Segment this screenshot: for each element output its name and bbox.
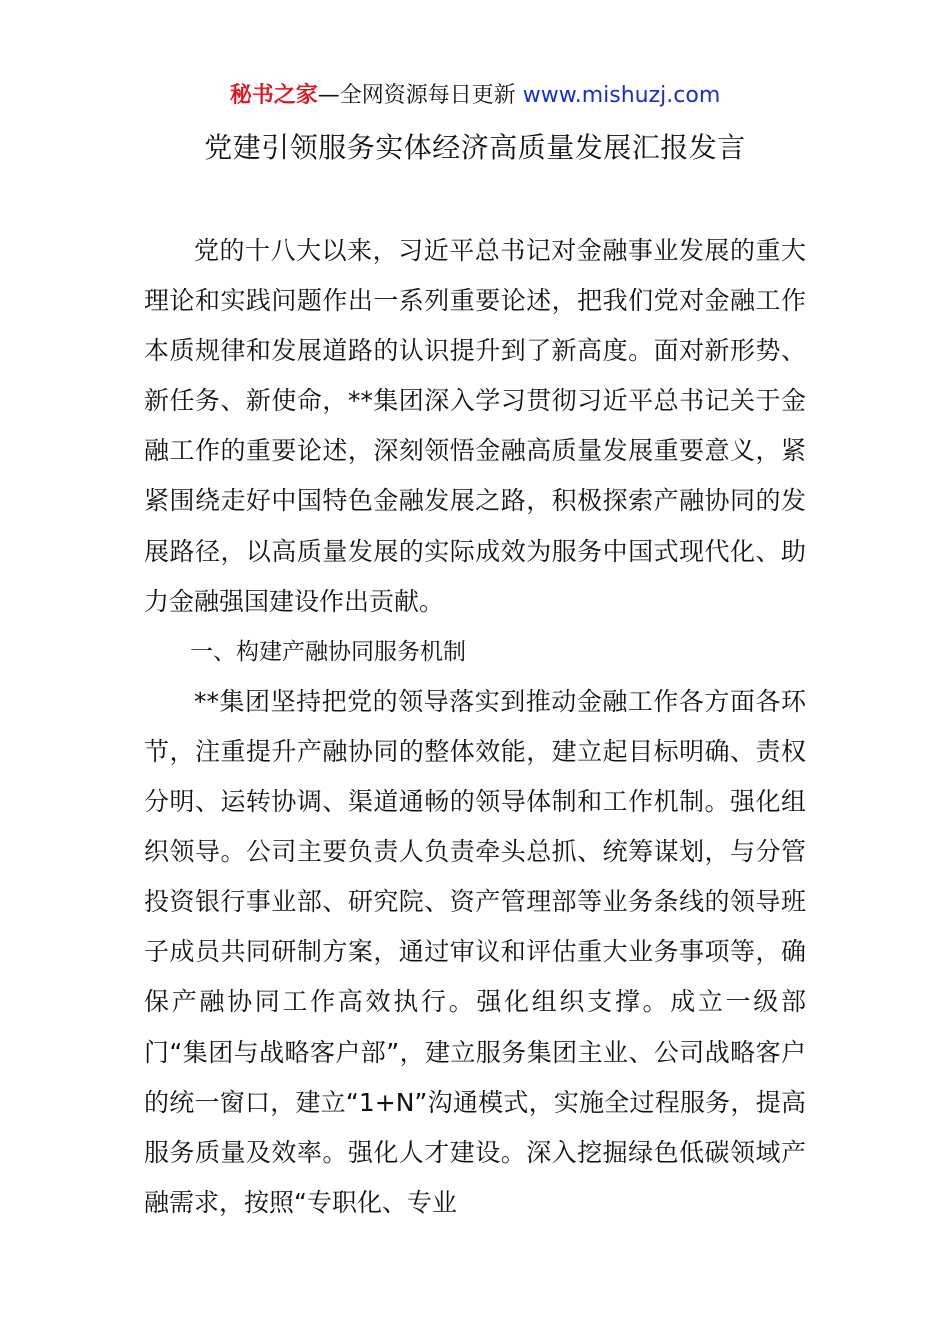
site-tagline: —全网资源每日更新 [317, 83, 523, 108]
document-body [144, 226, 806, 1228]
section-paragraph: **集团坚持把党的领导落实到推动金融工作各方面各环节，注重提升产融协同的整体效能，建立起目标明确、责权分明、运转协调、渠道通畅的领导体制和工作机制。强化组织领导。公司主要负责人负责牵头总抓、统筹谋划，与分管投资银行事业部、研究院、资产管理部等业务条线的领导班子成员共同研制方案，通过审议和评估重大业务事项等，确保产融协同工作高效执行。强化组织支撑。成立一级部门“集团与战略客户部”，建立服务集团主业、公司战略客户的统一窗口，建立“1+N”沟通模式，实施全过程服务，提高服务质量及效率。强化人才建设。深入挖掘绿色低碳领域产融需求，按照“专职化、专业 [144, 686, 806, 1217]
site-brand: 秘书之家 [229, 83, 318, 108]
section-heading: 一、构建产融协同服务机制 [190, 638, 466, 665]
document-title: 党建引领服务实体经济高质量发展汇报发言 [204, 131, 746, 164]
site-header [0, 80, 950, 112]
site-url-link[interactable]: www.mishuzj.com [522, 83, 721, 108]
intro-paragraph: 党的十八大以来，习近平总书记对金融事业发展的重大理论和实践问题作出一系列重要论述，把我们党对金融工作本质规律和发展道路的认识提升到了新高度。面对新形势、新任务、新使命，**集团深入学习贯彻习近平总书记关于金融工作的重要论述，深刻领悟金融高质量发展重要意义，紧紧围绕走好中国特色金融发展之路，积极探索产融协同的发展路径，以高质量发展的实际成效为服务中国式现代化、助力金融强国建设作出贡献。 [144, 236, 806, 616]
